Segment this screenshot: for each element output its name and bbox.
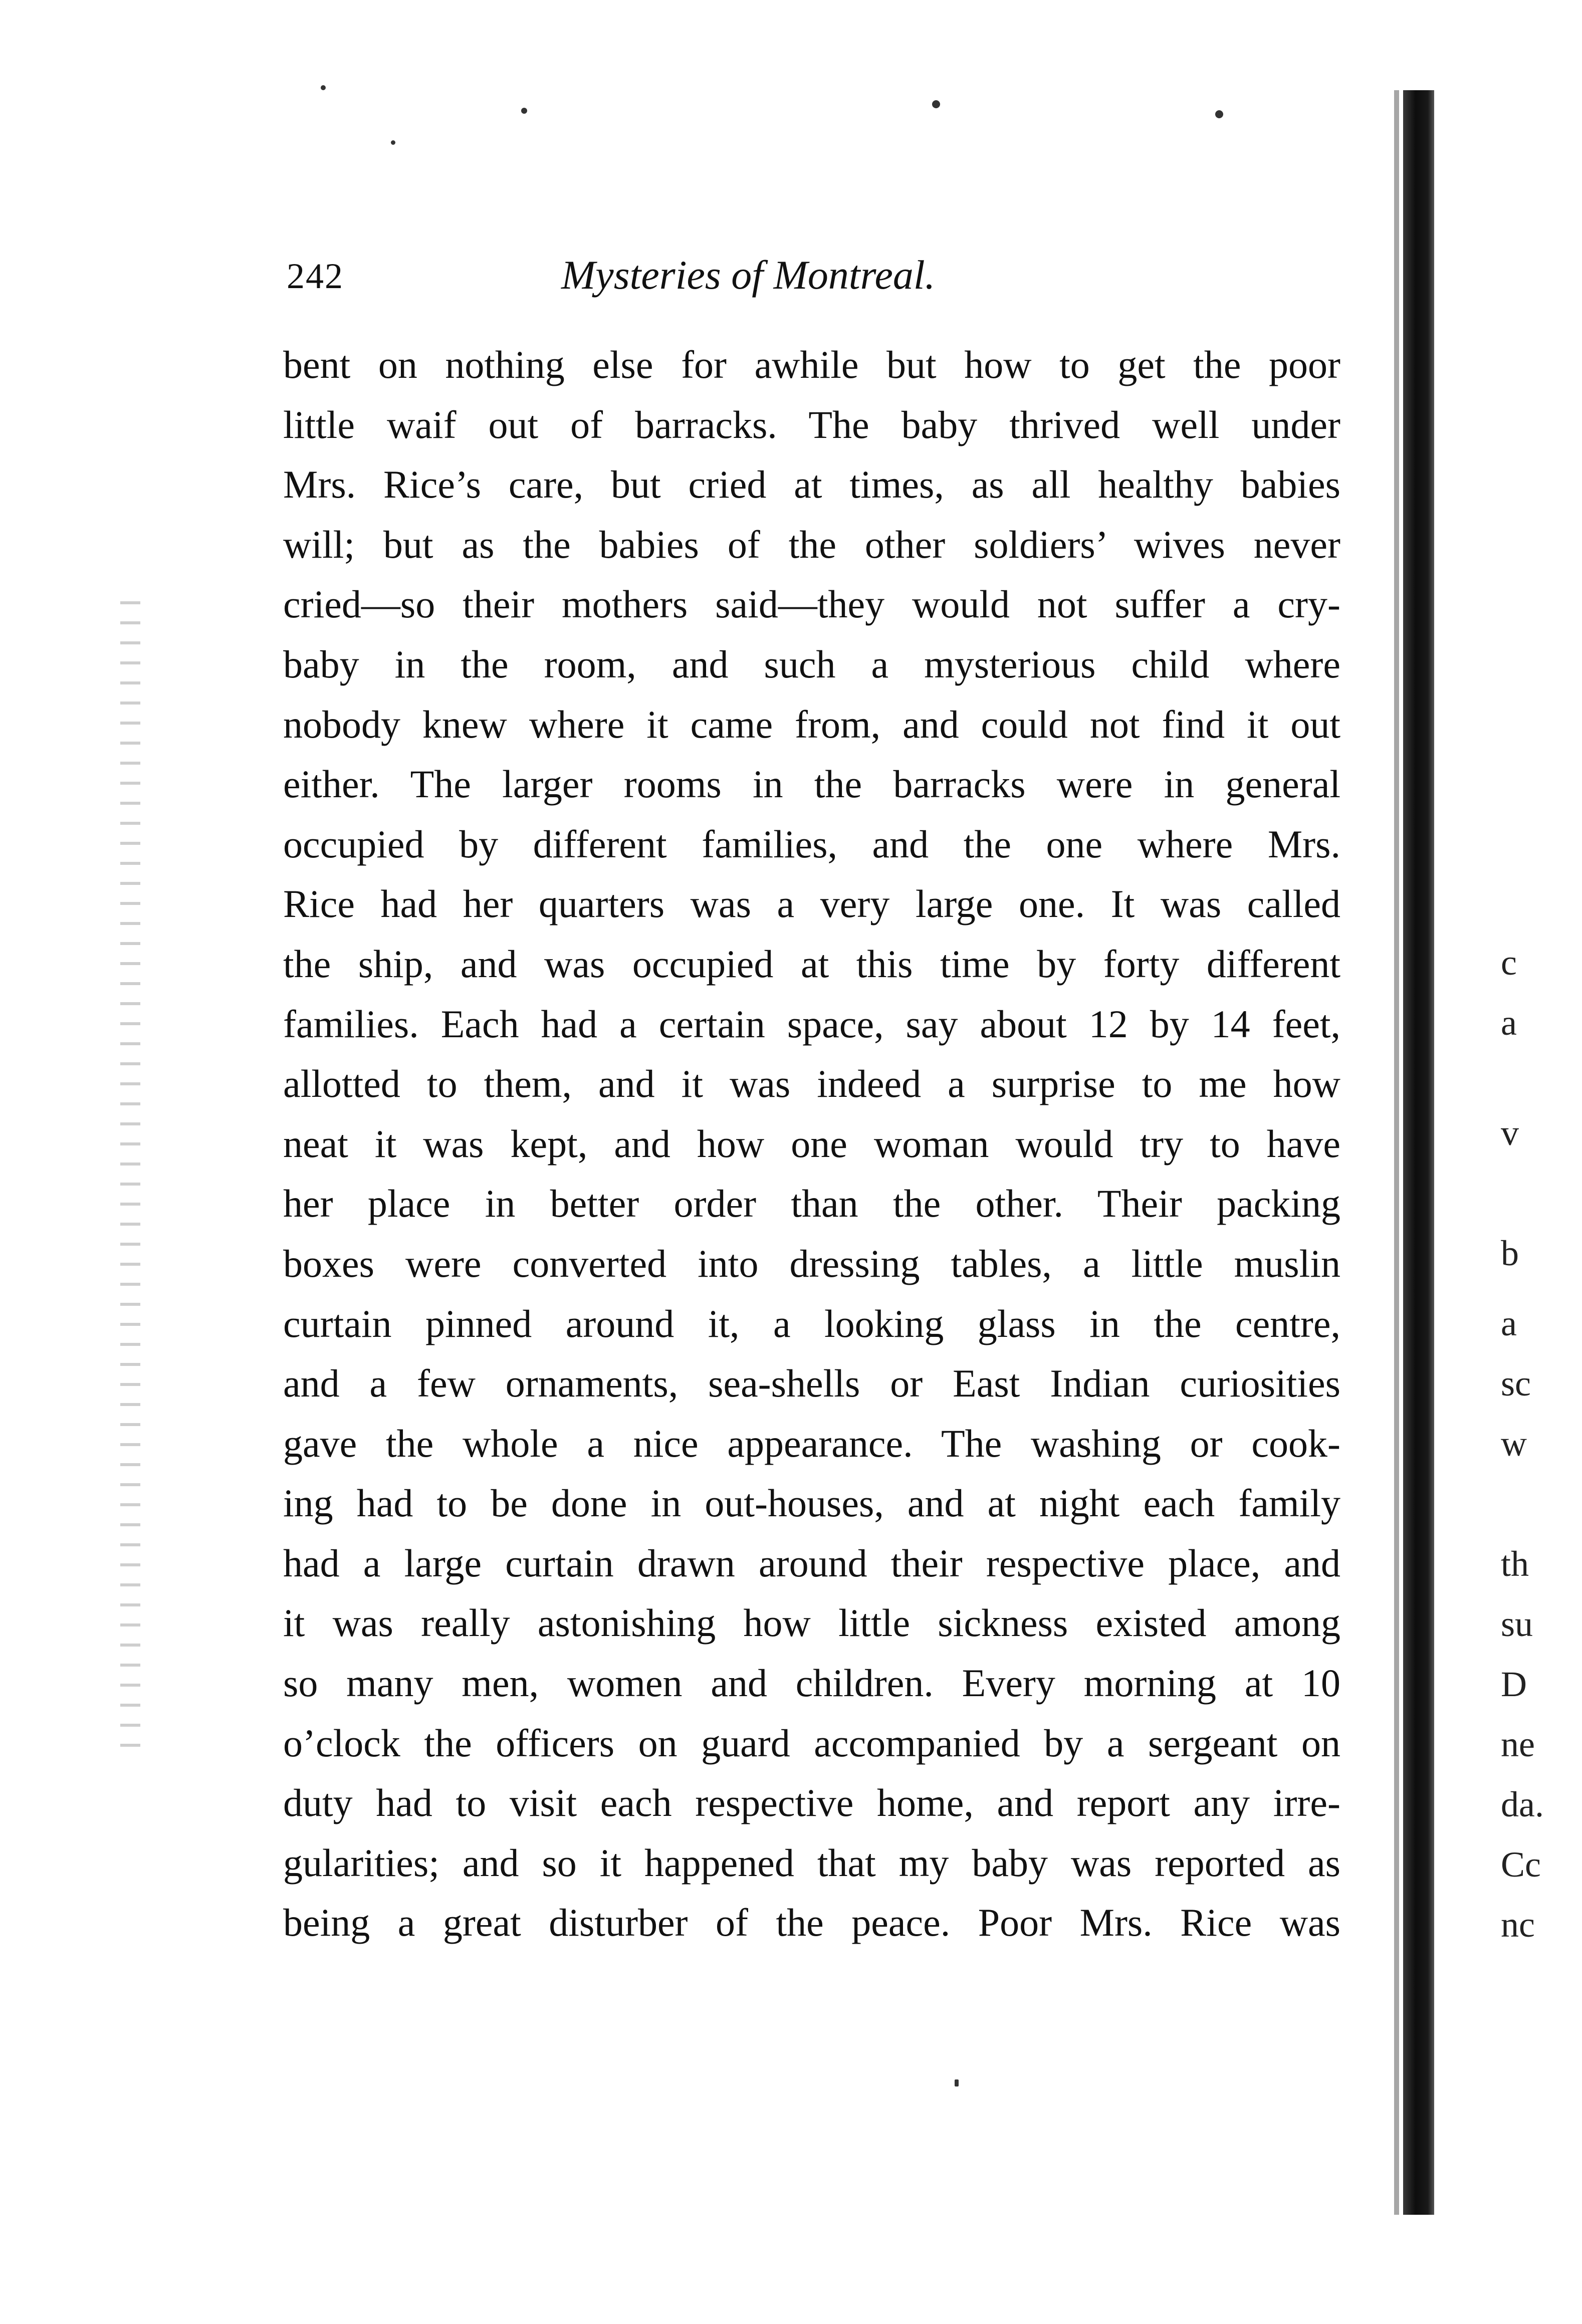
adjacent-fragment: ne <box>1501 1724 1535 1764</box>
page-number: 242 <box>287 256 344 296</box>
text-line: boxes were converted into dressing tables, a little muslin <box>283 1241 1340 1285</box>
page-edge-shadow <box>1394 90 1399 2215</box>
text-line: had a large curtain drawn around their respective place, and <box>283 1541 1340 1585</box>
adjacent-fragment: a <box>1501 1003 1517 1043</box>
adjacent-fragment: da. <box>1501 1784 1544 1824</box>
ink-speck <box>932 100 940 108</box>
adjacent-fragment: a <box>1501 1303 1517 1343</box>
text-line: duty had to visit each respective home, and report any irre- <box>283 1781 1340 1825</box>
text-line: being a great disturber of the peace. Poor Mrs. Rice was <box>283 1901 1340 1945</box>
adjacent-fragment: Cc <box>1501 1844 1541 1885</box>
text-line: will; but as the babies of the other soldiers’ wives never <box>283 522 1340 566</box>
binding-gutter-marks <box>120 601 140 1754</box>
text-line: nobody knew where it came from, and could not find it out <box>283 702 1340 746</box>
text-line: her place in better order than the other. Their packing <box>283 1182 1340 1226</box>
text-line: o’clock the officers on guard accompanied by a sergeant on <box>283 1721 1340 1765</box>
text-line: bent on nothing else for awhile but how to get the poor <box>283 343 1340 386</box>
adjacent-fragment: th <box>1501 1544 1529 1584</box>
adjacent-fragment: su <box>1501 1604 1533 1644</box>
text-line: Mrs. Rice’s care, but cried at times, as all healthy babies <box>283 462 1340 507</box>
text-line: and a few ornaments, sea-shells or East Indian curiosities <box>283 1361 1340 1406</box>
adjacent-page-fragments <box>1501 752 1576 2054</box>
adjacent-fragment: sc <box>1501 1363 1531 1404</box>
adjacent-fragment: v <box>1501 1113 1519 1153</box>
text-line: families. Each had a certain space, say about 12 by 14 feet, <box>283 1002 1340 1046</box>
page-header <box>281 246 1353 316</box>
text-line: neat it was kept, and how one woman would try to have <box>283 1121 1340 1166</box>
text-line: ing had to be done in out-houses, and at night each family <box>283 1481 1340 1525</box>
text-line: cried—so their mothers said—they would not suffer a cry- <box>283 582 1340 626</box>
ink-speck <box>521 108 527 114</box>
text-line: gularities; and so it happened that my baby was reported as <box>283 1840 1340 1885</box>
adjacent-fragment: w <box>1501 1424 1527 1464</box>
text-line: Rice had her quarters was a very large one. It was called <box>283 882 1340 926</box>
adjacent-fragment: nc <box>1501 1905 1535 1945</box>
running-title: Mysteries of Montreal. <box>561 252 936 298</box>
text-line: it was really astonishing how little sickness existed among <box>283 1601 1340 1645</box>
text-line: allotted to them, and it was indeed a surprise to me how <box>283 1062 1340 1106</box>
ink-speck <box>391 140 395 145</box>
text-line: occupied by different families, and the one where Mrs. <box>283 822 1340 866</box>
text-line: curtain pinned around it, a looking glass in the centre, <box>283 1301 1340 1345</box>
ink-speck <box>1215 110 1223 118</box>
text-line: either. The larger rooms in the barracks were in general <box>283 762 1340 806</box>
book-spine-edge <box>1403 90 1434 2215</box>
adjacent-fragment: D <box>1501 1664 1527 1704</box>
text-line: so many men, women and children. Every morning at 10 <box>283 1661 1340 1705</box>
text-line: baby in the room, and such a mysterious child where <box>283 642 1340 686</box>
text-line: gave the whole a nice appearance. The washing or cook- <box>283 1421 1340 1465</box>
ink-speck <box>955 2079 959 2086</box>
body-text <box>283 335 1340 1953</box>
text-line: little waif out of barracks. The baby thrived well under <box>283 402 1340 446</box>
text-line: the ship, and was occupied at this time by forty different <box>283 942 1340 986</box>
ink-speck <box>321 85 326 90</box>
adjacent-fragment: c <box>1501 943 1517 983</box>
adjacent-fragment: b <box>1501 1233 1519 1273</box>
